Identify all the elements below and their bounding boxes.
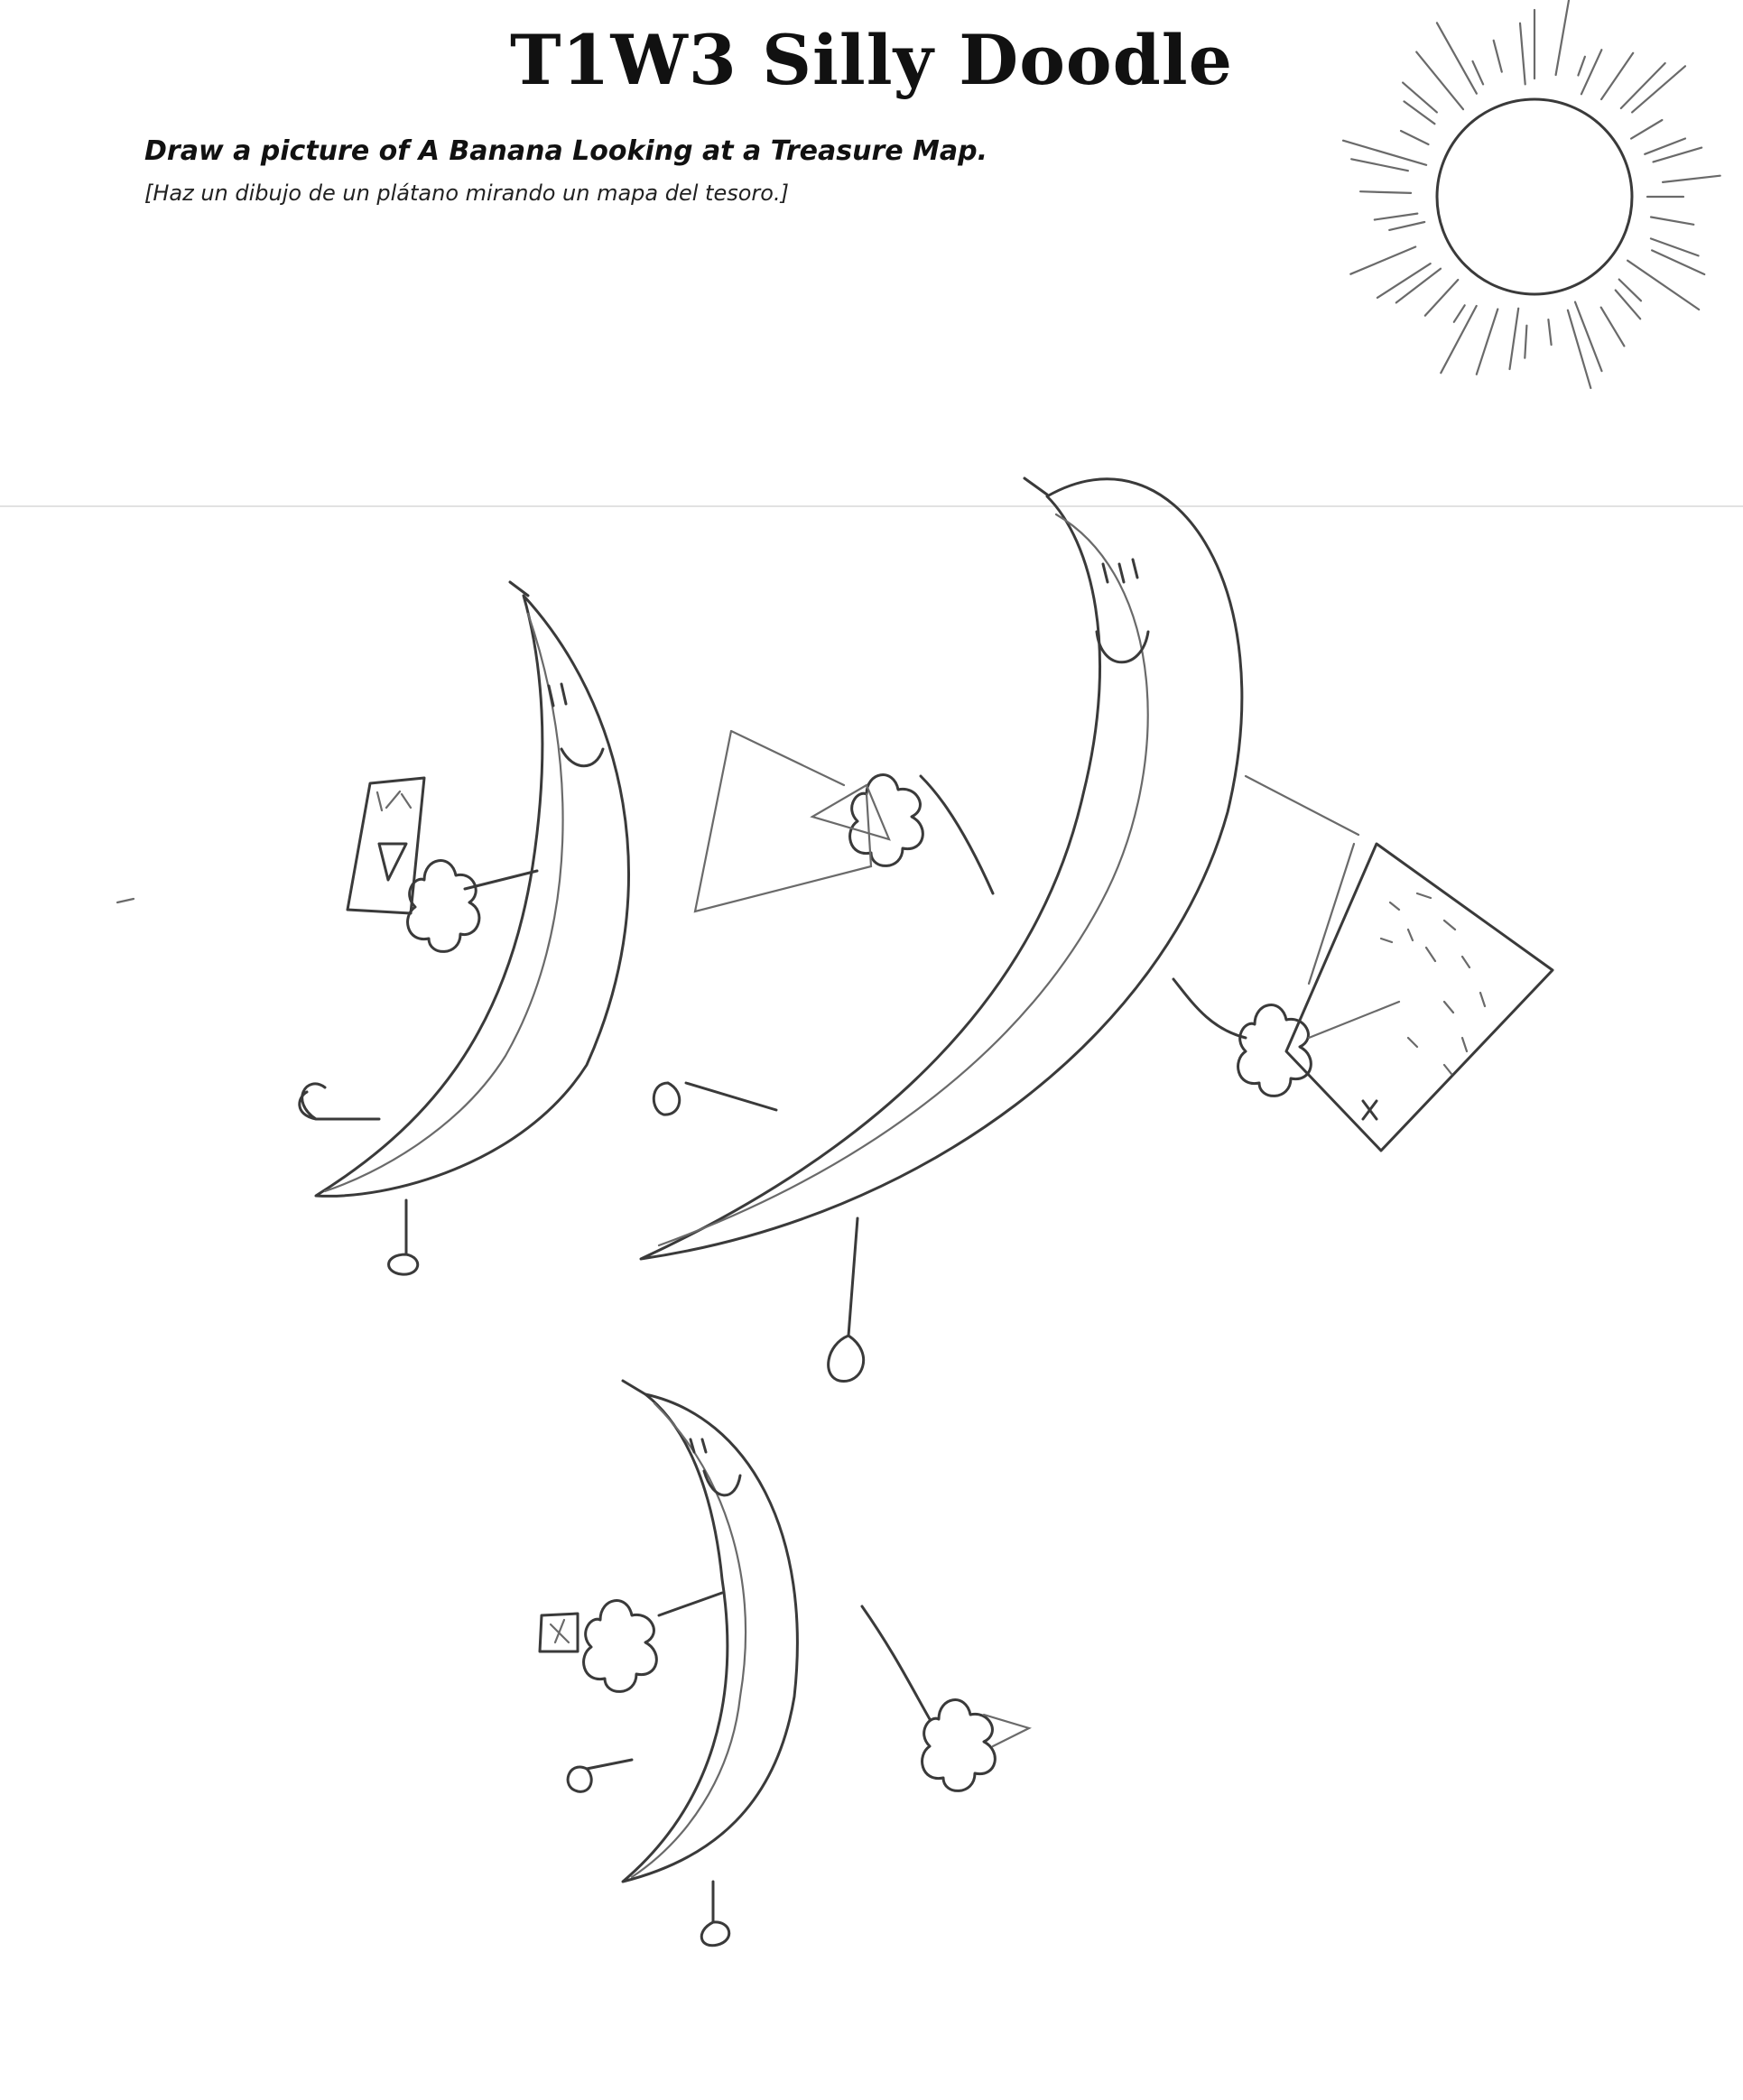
sun-icon [1343,0,1720,388]
sun-ray [1477,310,1498,375]
page-title: T1W3 Silly Doodle [510,20,1233,100]
sun-ray [1616,291,1641,319]
banana-right-large [641,478,1553,1381]
sun-ray [1654,148,1702,162]
sun-ray [1343,141,1426,165]
glove-hand-icon [408,861,479,952]
instruction-text-spanish: [Haz un dibujo de un plátano mirando un mapa del tesoro.] [144,180,789,206]
glove-hand-icon [922,1700,996,1791]
treasure-map-icon [540,1614,578,1651]
sun-ray [1575,302,1602,372]
banana-icon [623,1381,797,1882]
sun-ray [1568,310,1590,388]
sun-ray [1631,120,1662,139]
sun-ray [1645,139,1685,154]
banana-left [300,582,629,1274]
banana-bottom-small [540,1381,1029,1946]
sun-ray [1510,309,1519,369]
sun-ray [1377,264,1431,298]
sun-ray [1601,53,1633,99]
sun-ray [1454,305,1465,322]
sun-ray [1651,217,1693,225]
glove-hand-icon [584,1601,657,1692]
treasure-map-icon [348,778,424,913]
sun-ray [1375,214,1418,220]
instruction-text: Draw a picture of A Banana Looking at a Treasure Map. [144,135,988,167]
sun-ray [1556,0,1569,75]
sun-ray [1389,222,1424,230]
banana-icon [316,582,629,1196]
sun-ray [1425,280,1459,316]
sun-ray [1396,269,1441,303]
sun-ray [1663,176,1720,182]
sun-ray [1520,23,1525,85]
treasure-map-icon [1246,776,1553,1151]
sun-ray [1525,326,1526,358]
sun-ray [1401,131,1429,144]
banana-icon [641,478,1242,1259]
sun-ray [1548,319,1551,345]
sun-ray [1494,41,1502,72]
sun-ray [1403,83,1437,113]
sun-ray [1601,308,1625,347]
sun-ray [1405,101,1435,124]
sun-ray [1473,61,1484,85]
sun-ray [1652,250,1704,274]
sun-ray [1360,191,1411,193]
sun-ray [1351,159,1408,171]
sun-ray [1350,247,1415,274]
sun-ray [1578,57,1585,76]
